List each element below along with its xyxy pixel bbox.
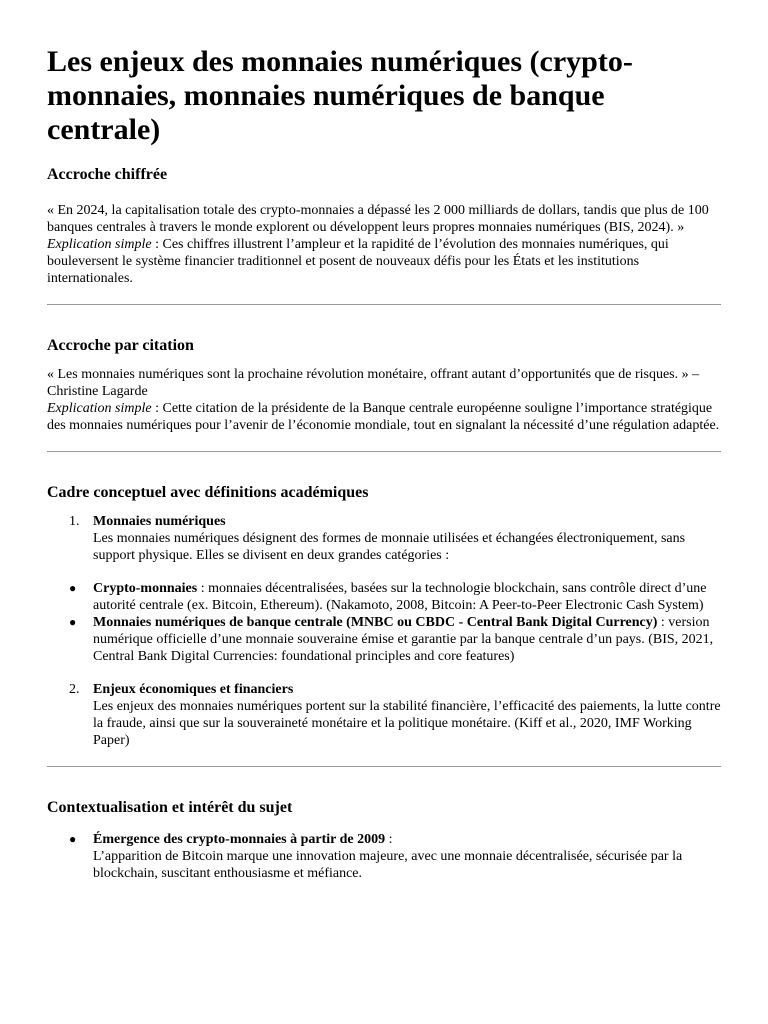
- section-heading-accroche-chiffree: Accroche chiffrée: [47, 166, 168, 183]
- explanation-text: : Cette citation de la présidente de la Banque centrale européenne souligne l’importance stratégique des monnaies numériques pour l’avenir de l’économie mondiale, tout en signalant la nécessité d’une régulation adaptée.: [47, 401, 720, 433]
- divider: [47, 451, 721, 452]
- list-item: [47, 513, 721, 564]
- page-title: Les enjeux des monnaies numériques (crypto-monnaies, monnaies numériques de banque centrale): [47, 45, 633, 146]
- list-item-text: : monnaies décentralisées, basées sur la technologie blockchain, sans contrôle direct d’une autorité centrale (ex. Bitcoin, Ethereum). (Nakamoto, 2008, Bitcoin: A Peer-to-Peer Electronic Cash System): [93, 581, 707, 613]
- bullet-icon: ●: [69, 615, 77, 629]
- bullet-list: [47, 580, 721, 665]
- list-item-title: Enjeux économiques et financiers: [93, 682, 294, 697]
- bullet-icon: ●: [69, 832, 77, 846]
- list-number: 2.: [69, 682, 80, 697]
- section-heading-contextualisation: Contextualisation et intérêt du sujet: [47, 799, 293, 816]
- explanation-label: Explication simple: [47, 401, 152, 416]
- numbered-list: [47, 513, 721, 564]
- list-item-title: Crypto-monnaies: [93, 581, 198, 596]
- list-item-text: Les monnaies numériques désignent des formes de monnaie utilisées et échangées électroniquement, sans support physique. Elles se divisent en deux grandes catégories :: [93, 531, 686, 563]
- list-item-text: L’apparition de Bitcoin marque une innovation majeure, avec une monnaie décentralisée, sécurisée par la blockchain, suscitant enthousiasme et méfiance.: [93, 849, 683, 881]
- explanation-text: : Ces chiffres illustrent l’ampleur et la rapidité de l’évolution des monnaies numériques, qui bouleversent le système financier traditionnel et posent de nouveaux défis pour les États et les institutions internationales.: [47, 237, 669, 286]
- list-item-title: Monnaies numériques de banque centrale (MNBC ou CBDC - Central Bank Digital Currency): [93, 615, 658, 630]
- section-2-quote: « Les monnaies numériques sont la prochaine révolution monétaire, offrant autant d’opportunités que de risques. » – Christine Lagarde: [47, 367, 700, 399]
- divider: [47, 304, 721, 305]
- list-item-text: : version numérique officielle d’une monnaie souveraine émise et garantie par la banque centrale d’un pays. (BIS, 2021, Central Bank Digital Currencies: foundational principles and core features): [93, 615, 714, 664]
- divider: [47, 766, 721, 767]
- list-item: [47, 831, 721, 882]
- numbered-list: [47, 681, 721, 749]
- bullet-list: [47, 831, 721, 882]
- section-heading-accroche-citation: Accroche par citation: [47, 337, 194, 354]
- list-item-title: Monnaies numériques: [93, 514, 226, 529]
- list-item: [47, 580, 721, 614]
- bullet-icon: ●: [69, 581, 77, 595]
- list-item: [47, 681, 721, 749]
- list-item: [47, 614, 721, 665]
- section-1-quote: « En 2024, la capitalisation totale des crypto-monnaies a dépassé les 2 000 milliards de dollars, tandis que plus de 100 banques centrales à travers le monde explorent ou développent leurs propres monnaies numériques (BIS, 2024). »: [47, 203, 709, 235]
- section-1-explanation: [47, 236, 721, 287]
- list-item-separator: :: [385, 832, 393, 847]
- list-number: 1.: [69, 514, 80, 529]
- list-item-title: Émergence des crypto-monnaies à partir de 2009: [93, 832, 386, 847]
- explanation-label: Explication simple: [47, 237, 152, 252]
- list-item-text: Les enjeux des monnaies numériques portent sur la stabilité financière, l’efficacité des paiements, la lutte contre la fraude, ainsi que sur la souveraineté monétaire et la politique monétaire. (Kiff et al., 2020, IMF Working Paper): [93, 699, 721, 748]
- section-heading-cadre-conceptuel: Cadre conceptuel avec définitions académiques: [47, 484, 369, 501]
- section-2-explanation: [47, 400, 721, 434]
